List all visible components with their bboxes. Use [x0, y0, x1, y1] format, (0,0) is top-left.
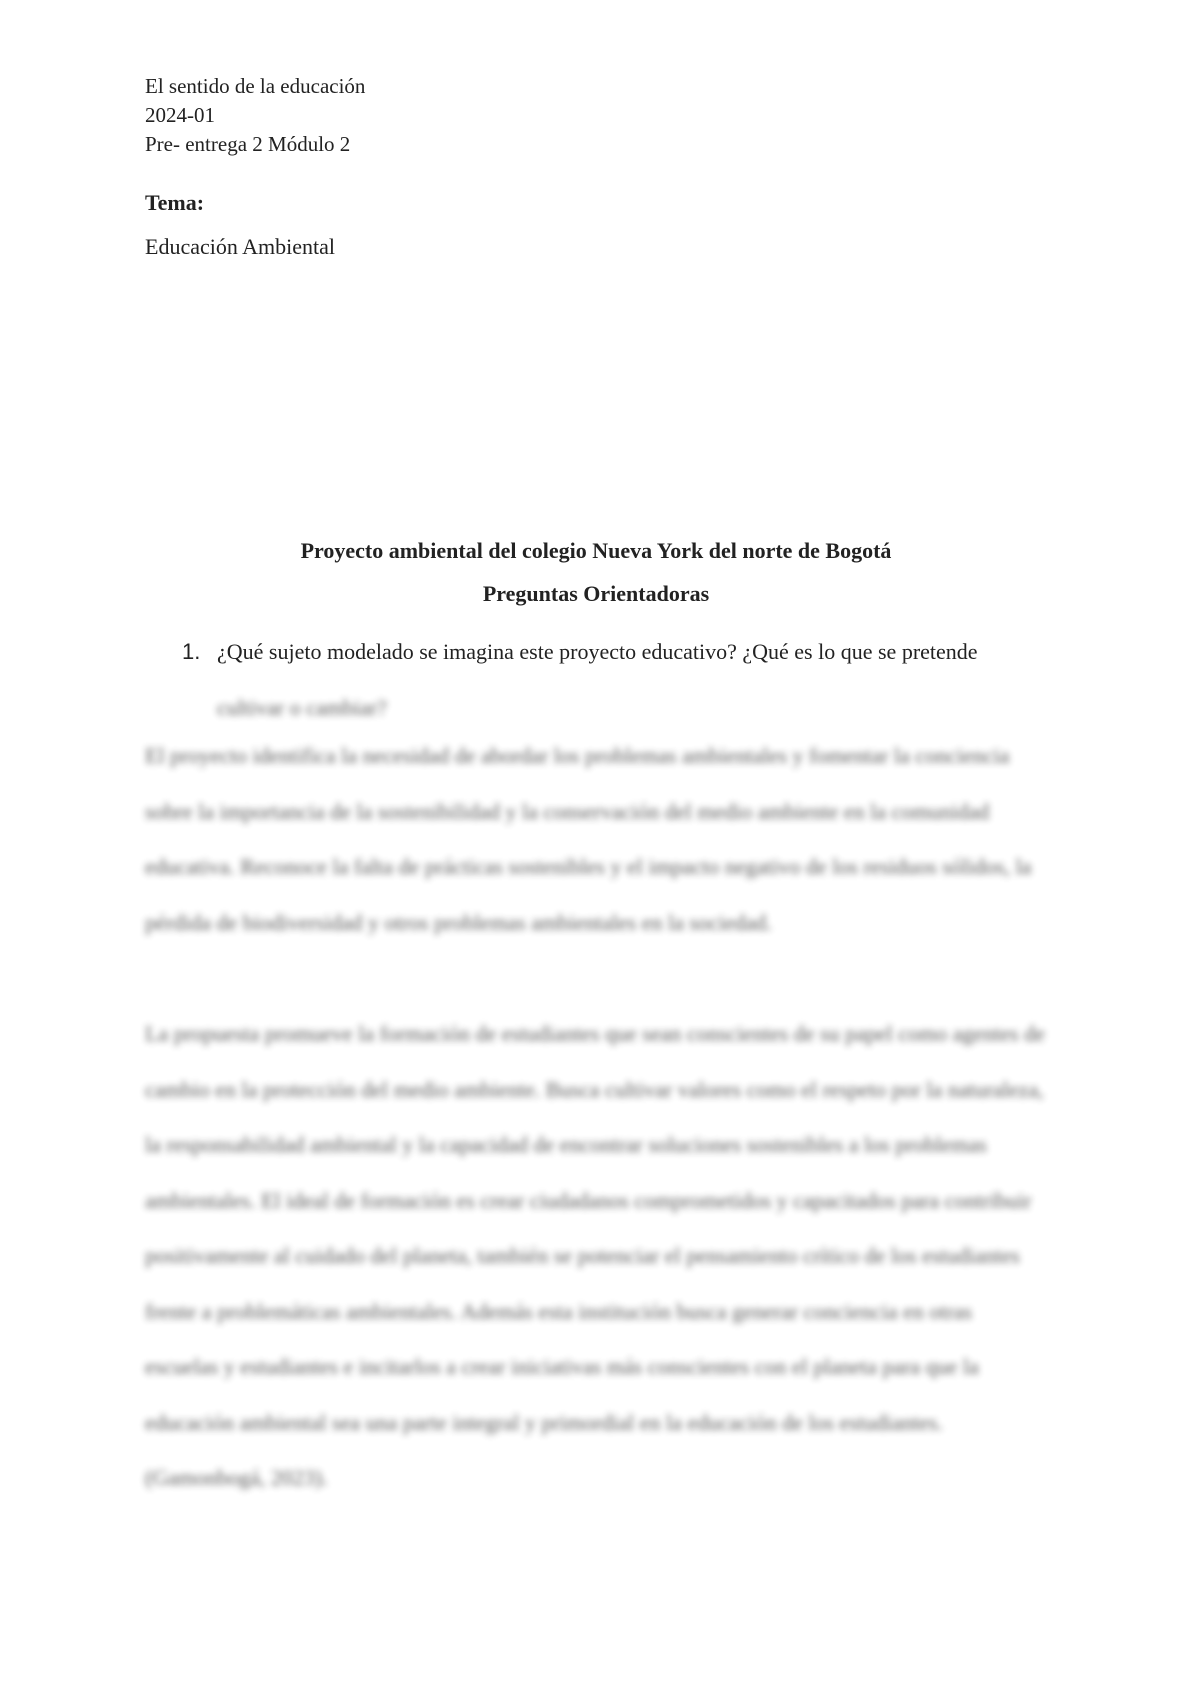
question-number: 1. — [182, 639, 201, 664]
document-title: Proyecto ambiental del colegio Nueva York del norte de Bogotá — [300, 538, 892, 563]
academic-period: 2024-01 — [145, 103, 215, 127]
assignment-name: Pre- entrega 2 Módulo 2 — [145, 132, 351, 156]
answer-paragraph-2: La propuesta promueve la formación de estudiantes que sean conscientes de su papel como agentes de cambio en la protección del medio ambiente. Busca cultivar valores como el respeto por la naturaleza, la responsabilidad ambiental y la capacidad de encontrar soluciones sostenibles a los problemas ambientales. El ideal de formación es crear ciudadanos comprometidos y capacitados para contribuir positivamente al cuidado del planeta, también se potenciar el pensamiento crítico de los estudiantes frente a problemáticas ambientales. Además esta institución busca generar conciencia en otras escuelas y estudiantes e incitarlos a crear iniciativas más conscientes con el planeta para que la educación ambiental sea una parte integral y primordial en la educación de los estudiantes. (Gamonbogá, 2023). — [145, 1021, 1045, 1490]
topic-label: Tema: — [145, 190, 205, 215]
question-line-1: ¿Qué sujeto modelado se imagina este proyecto educativo? ¿Qué es lo que se pretende — [217, 639, 978, 664]
document-header — [145, 72, 365, 159]
answer-paragraph-1: El proyecto identifica la necesidad de abordar los problemas ambientales y fomentar la conciencia sobre la importancia de la sostenibilidad y la conservación del medio ambiente en la comunidad educativa. Reconoce la falta de prácticas sostenibles y el impacto negativo de los residuos sólidos, la pérdida de biodiversidad y otros problemas ambientales en la sociedad. — [145, 743, 1032, 935]
question-text — [182, 624, 1052, 736]
topic-value: Educación Ambiental — [145, 234, 335, 259]
guiding-question — [182, 624, 1052, 736]
question-line-2: cultivar o cambiar? — [217, 695, 387, 720]
course-name: El sentido de la educación — [145, 74, 366, 98]
document-subtitle: Preguntas Orientadoras — [482, 581, 710, 606]
